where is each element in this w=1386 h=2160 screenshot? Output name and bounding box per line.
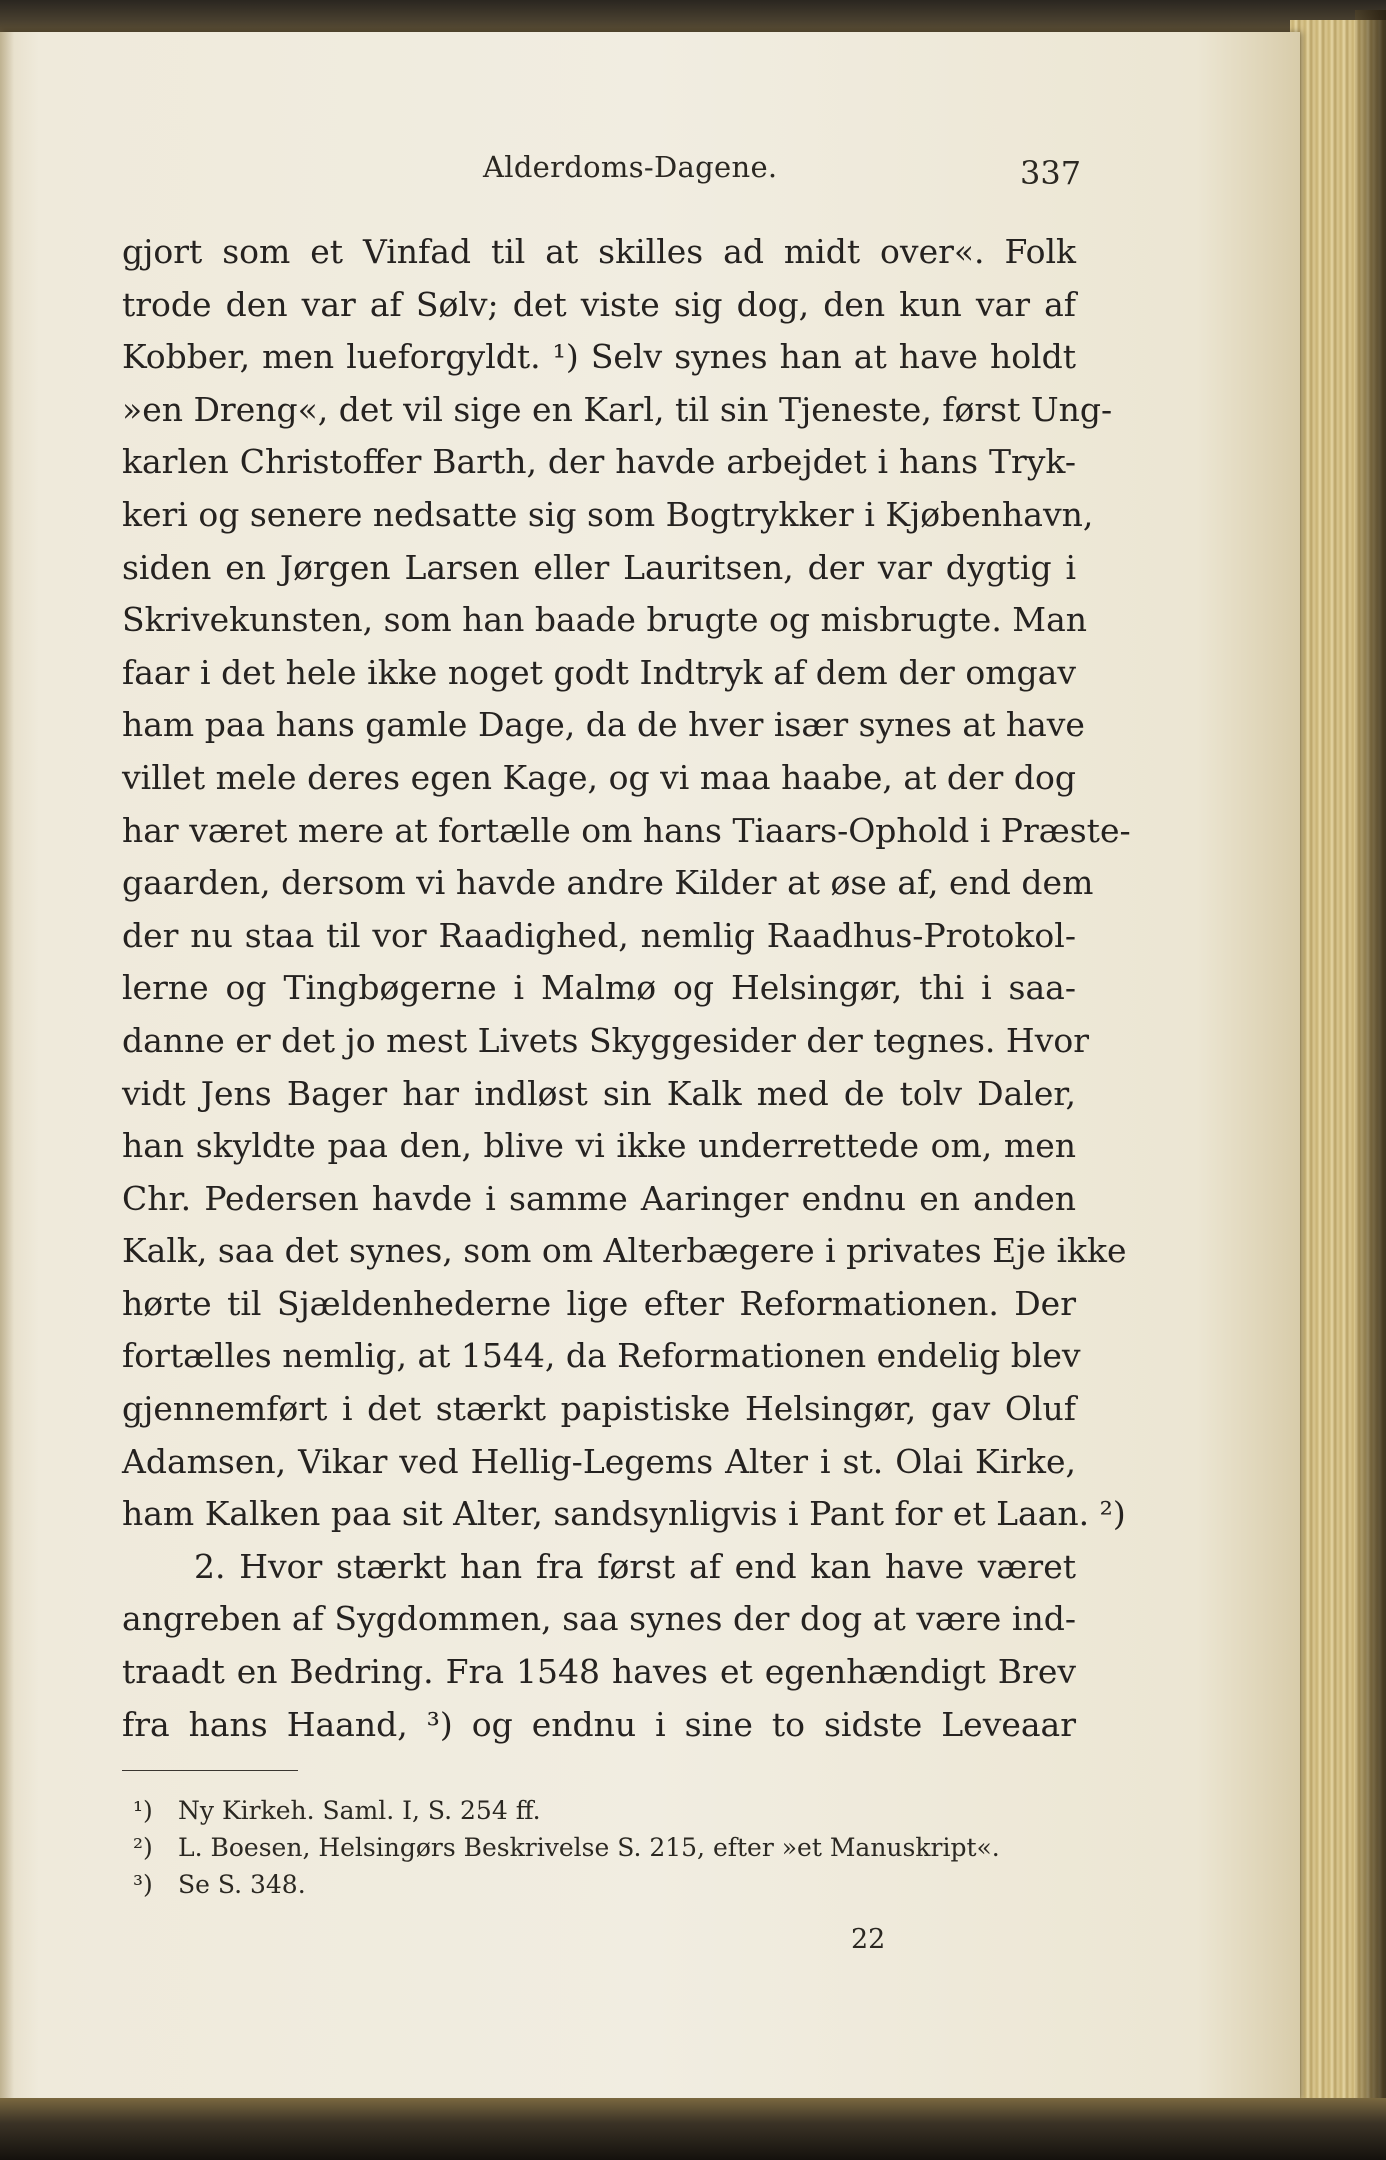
text-line: gjennemført i det stærkt papistiske Helsingør, gav Oluf xyxy=(122,1389,1076,1429)
footnote-mark: ³) xyxy=(133,1870,153,1899)
text-line: 2. Hvor stærkt han fra først af end kan have været xyxy=(194,1546,1076,1586)
text-line: keri og senere nedsatte sig som Bogtrykker i Kjøbenhavn, xyxy=(122,494,1094,534)
footnotes xyxy=(133,1792,1073,1903)
text-line: villet mele deres egen Kage, og vi maa haabe, at der dog xyxy=(122,757,1076,797)
text-line: ham paa hans gamle Dage, da de hver især synes at have xyxy=(122,705,1085,745)
text-line: fra hans Haand, ³) og endnu i sine to sidste Leveaar xyxy=(122,1704,1076,1744)
page-number: 337 xyxy=(1020,154,1082,192)
text-line: hørte til Sjældenhederne lige efter Reformationen. Der xyxy=(122,1283,1076,1323)
text-line: Kobber, men lueforgyldt. ¹) Selv synes han at have holdt xyxy=(122,337,1076,377)
footnote-text: Ny Kirkeh. Saml. I, S. 254 ff. xyxy=(178,1796,541,1825)
text-line: siden en Jørgen Larsen eller Lauritsen, der var dygtig i xyxy=(122,547,1076,587)
text-line: lerne og Tingbøgerne i Malmø og Helsingør, thi i saa- xyxy=(122,968,1076,1008)
text-line: »en Dreng«, det vil sige en Karl, til sin Tjeneste, først Ung- xyxy=(122,389,1113,429)
book-cover-bottom xyxy=(0,2098,1386,2160)
page-gutter-shadow xyxy=(0,32,14,2100)
running-title: Alderdoms-Dagene. xyxy=(483,150,778,184)
footnote xyxy=(133,1866,1073,1903)
text-line: gaarden, dersom vi havde andre Kilder at øse af, end dem xyxy=(122,863,1094,903)
text-line: ham Kalken paa sit Alter, sandsynligvis i Pant for et Laan. ²) xyxy=(122,1494,1126,1534)
text-line: har været mere at fortælle om hans Tiaars-Ophold i Præste- xyxy=(122,810,1131,850)
signature-mark: 22 xyxy=(851,1924,886,1955)
text-line: Chr. Pedersen havde i samme Aaringer endnu en anden xyxy=(122,1178,1076,1218)
page-edges-shadow xyxy=(1355,10,1386,2120)
text-line: trode den var af Sølv; det viste sig dog, den kun var af xyxy=(122,284,1076,324)
footnote-mark: ¹) xyxy=(133,1796,153,1825)
text-line: angreben af Sygdommen, saa synes der dog at være ind- xyxy=(122,1599,1076,1639)
text-line: fortælles nemlig, at 1544, da Reformationen endelig blev xyxy=(122,1336,1081,1376)
text-line: der nu staa til vor Raadighed, nemlig Raadhus-Protokol- xyxy=(122,915,1076,955)
text-line: han skyldte paa den, blive vi ikke underrettede om, men xyxy=(122,1126,1076,1166)
text-line: Skrivekunsten, som han baade brugte og misbrugte. Man xyxy=(122,600,1088,640)
text-line: karlen Christoffer Barth, der havde arbejdet i hans Tryk- xyxy=(122,442,1076,482)
footnote xyxy=(133,1829,1073,1866)
text-line: danne er det jo mest Livets Skyggesider der tegnes. Hvor xyxy=(122,1020,1089,1060)
text-line: gjort som et Vinfad til at skilles ad midt over«. Folk xyxy=(122,232,1076,271)
text-line: Kalk, saa det synes, som om Alterbægere i privates Eje ikke xyxy=(122,1231,1127,1271)
footnote-divider xyxy=(122,1770,298,1771)
footnote-text: Se S. 348. xyxy=(178,1870,306,1899)
text-line: vidt Jens Bager har indløst sin Kalk med de tolv Daler, xyxy=(122,1073,1076,1113)
text-line: traadt en Bedring. Fra 1548 haves et egenhændigt Brev xyxy=(122,1652,1076,1692)
text-line: faar i det hele ikke noget godt Indtryk af dem der omgav xyxy=(122,652,1076,692)
footnote xyxy=(133,1792,1073,1829)
text-line: Adamsen, Vikar ved Hellig-Legems Alter i st. Olai Kirke, xyxy=(122,1441,1076,1481)
footnote-mark: ²) xyxy=(133,1833,153,1862)
footnote-text: L. Boesen, Helsingørs Beskrivelse S. 215, efter »et Manuskript«. xyxy=(178,1833,1000,1862)
body-text xyxy=(122,226,1131,1751)
